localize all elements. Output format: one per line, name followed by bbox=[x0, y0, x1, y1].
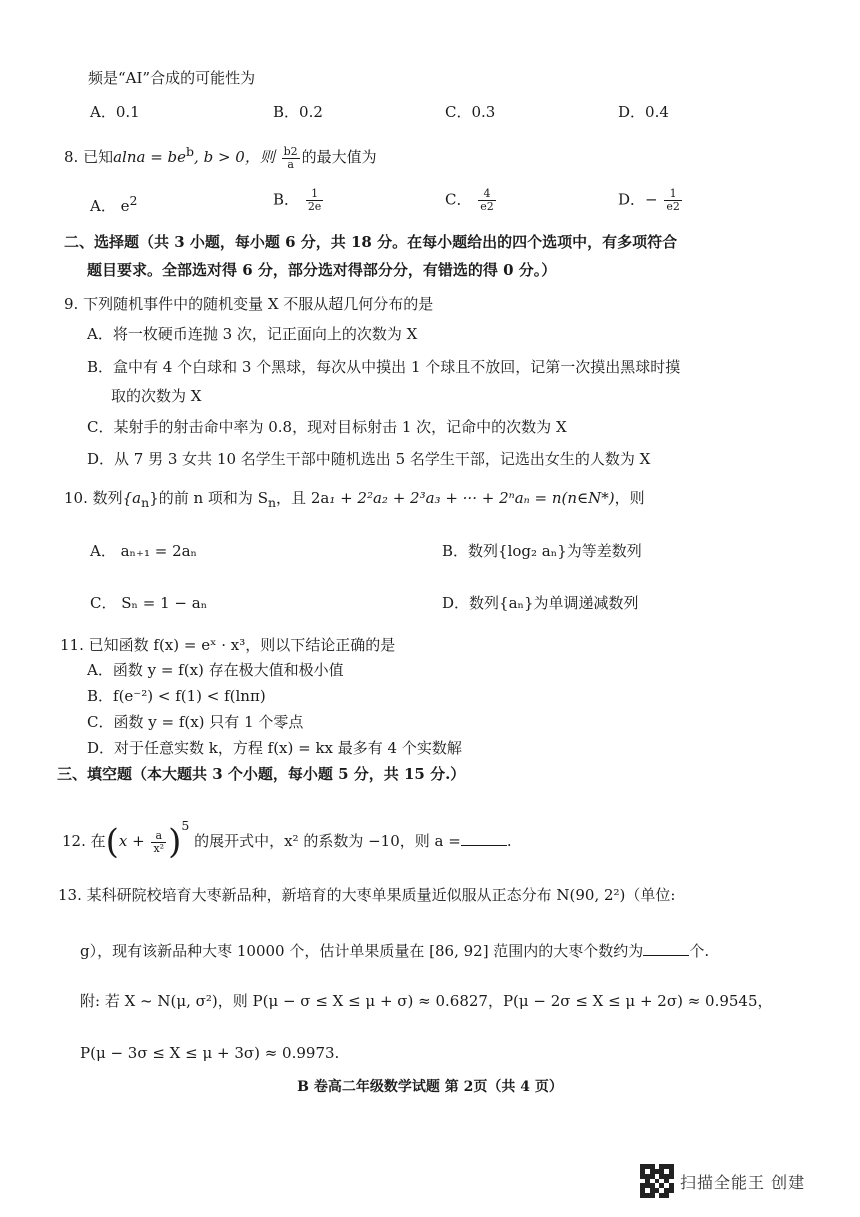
q8-option-a-value: e bbox=[120, 197, 130, 215]
q8-option-b bbox=[273, 188, 325, 213]
q8-option-d-label: D． bbox=[618, 190, 646, 209]
q8-option-b-fraction bbox=[306, 188, 324, 213]
q9-option-c: C．某射手的射击命中率为 0.8，现对目标射击 1 次，记命中的次数为 X bbox=[87, 418, 567, 436]
q10-stem bbox=[64, 487, 645, 514]
q12-mid: 的展开式中，x² 的系数为 −10，则 a = bbox=[194, 832, 461, 850]
q8-option-b-den: 2e bbox=[307, 200, 322, 213]
q9-option-a: A．将一枚硬币连抛 3 次，记正面向上的次数为 X bbox=[87, 325, 418, 343]
q12-exponent: 5 bbox=[181, 818, 190, 833]
q12-prefix: 12. 在 bbox=[62, 832, 106, 850]
q10-seq-close: } bbox=[149, 489, 159, 507]
q11-option-a: A．函数 y = f(x) 存在极大值和极小值 bbox=[87, 661, 344, 679]
q8-equation-exponent: b bbox=[186, 144, 195, 159]
q8-stem bbox=[64, 141, 377, 171]
page-footer: B 卷高二年级数学试题 第 2页（共 4 页） bbox=[297, 1079, 563, 1095]
q13-line2-unit: 个. bbox=[689, 942, 710, 960]
section-2-heading: 二、选择题（共 3 小题，每小题 6 分，共 18 分。在每小题给出的四个选项中，有多项符合 bbox=[64, 233, 678, 251]
q11-option-d: D．对于任意实数 k，方程 f(x) = kx 最多有 4 个实数解 bbox=[87, 739, 462, 757]
q8-option-c-num: 4 bbox=[478, 188, 496, 201]
q9-option-d: D．从 7 男 3 女共 10 名学生干部中随机选出 5 名学生干部，记选出女生的人数为 X bbox=[87, 450, 651, 468]
q8-stem-prefix: 8. 已知 bbox=[64, 148, 114, 166]
q8-equation: alna = be bbox=[113, 148, 187, 166]
q8-option-d-sign: − bbox=[645, 190, 658, 209]
q9-stem: 9. 下列随机事件中的随机变量 X 不服从超几何分布的是 bbox=[64, 295, 434, 313]
qr-code-icon bbox=[640, 1164, 674, 1198]
section-2-heading-line2: 题目要求。全部选对得 6 分，部分选对得部分分，有错选的得 0 分。） bbox=[87, 261, 557, 279]
q7-option-b: B．0.2 bbox=[273, 103, 323, 121]
q8-fraction-den: a bbox=[287, 157, 294, 171]
q11-option-b: B．f(e⁻²) < f(1) < f(lnπ) bbox=[87, 687, 266, 705]
q8-option-c-den: e2 bbox=[480, 200, 494, 213]
q12-answer-blank[interactable] bbox=[461, 831, 507, 846]
q10-seq-sub: n bbox=[141, 495, 150, 510]
q8-option-b-num: 1 bbox=[306, 188, 324, 201]
q7-option-c: C．0.3 bbox=[445, 103, 496, 121]
q8-stem-suffix: 的最大值为 bbox=[301, 148, 377, 166]
q9-option-b-line2: 取的次数为 X bbox=[111, 387, 202, 405]
q13-appendix: 附: 若 X ~ N(μ, σ²)，则 P(μ − σ ≤ X ≤ μ + σ) ≈ 0.6827，P(μ − 2σ ≤ X ≤ μ + 2σ) ≈ 0.9545， bbox=[80, 992, 773, 1010]
q12-stem bbox=[62, 816, 512, 861]
q12-left-paren: ( bbox=[105, 822, 119, 862]
q10-option-b: B．数列{log₂ aₙ}为等差数列 bbox=[442, 542, 642, 560]
watermark-text: 扫描全能王 创建 bbox=[680, 1172, 806, 1192]
q12-x-plus: x + bbox=[118, 832, 145, 850]
q12-fraction bbox=[151, 830, 166, 855]
q11-option-c: C．函数 y = f(x) 只有 1 个零点 bbox=[87, 713, 304, 731]
q7-stem-tail: 频是“AI”合成的可能性为 bbox=[88, 69, 256, 87]
q13-line1: 13. 某科研院校培育大枣新品种，新培育的大枣单果质量近似服从正态分布 N(90, 2²)（单位: bbox=[58, 886, 676, 904]
q7-option-d: D．0.4 bbox=[618, 103, 669, 121]
q10-seq: {a bbox=[122, 489, 142, 507]
q10-sum-text: 的前 n 项和为 S bbox=[158, 489, 268, 507]
q8-option-d bbox=[618, 188, 684, 213]
q8-option-c-label: C． bbox=[445, 190, 472, 209]
q10-stem-prefix: 10. 数列 bbox=[64, 489, 123, 507]
q9-option-b: B．盒中有 4 个白球和 3 个黑球，每次从中摸出 1 个球且不放回，记第一次摸出黑球时摸 bbox=[87, 358, 681, 376]
scanner-watermark bbox=[640, 1163, 845, 1199]
q8-fraction bbox=[282, 146, 300, 171]
q12-fraction-den: x² bbox=[153, 841, 165, 855]
q8-option-d-den: e2 bbox=[666, 200, 680, 213]
q8-option-a-label: A． bbox=[90, 197, 116, 215]
q8-option-b-label: B． bbox=[273, 190, 300, 209]
q7-option-a: A．0.1 bbox=[90, 103, 140, 121]
q10-equation: ₁ + 2²a₂ + 2³a₃ + ··· + 2ⁿaₙ = n(n∈N*) bbox=[329, 489, 615, 507]
q10-stem-suffix: ，则 bbox=[614, 489, 645, 507]
q12-end: . bbox=[506, 832, 512, 850]
q8-option-a bbox=[90, 190, 137, 217]
q8-option-c-fraction bbox=[478, 188, 496, 213]
q8-condition: , b > 0，则 bbox=[194, 148, 275, 166]
q8-option-c bbox=[445, 188, 498, 213]
q8-option-d-num: 1 bbox=[664, 188, 682, 201]
q12-right-paren: ) bbox=[168, 822, 182, 862]
q10-option-d: D．数列{aₙ}为单调递减数列 bbox=[442, 594, 639, 612]
q8-option-a-exp: 2 bbox=[129, 193, 138, 208]
q10-cond-text: ，且 2a bbox=[276, 489, 330, 507]
q11-stem: 11. 已知函数 f(x) = eˣ · x³，则以下结论正确的是 bbox=[60, 636, 396, 654]
q13-line2-text: g），现有该新品种大枣 10000 个，估计单果质量在 [86, 92] 范围内的大枣个数约为 bbox=[80, 942, 644, 960]
q13-answer-blank[interactable] bbox=[643, 941, 689, 956]
q10-option-c: C． Sₙ = 1 − aₙ bbox=[90, 594, 208, 612]
q8-fraction-num: b2 bbox=[283, 144, 298, 158]
q10-option-a: A． aₙ₊₁ = 2aₙ bbox=[90, 542, 198, 560]
q10-sum-sub: n bbox=[267, 495, 277, 510]
q8-option-d-fraction bbox=[664, 188, 682, 213]
q12-fraction-num: a bbox=[151, 830, 166, 843]
q13-appendix-line2: P(μ − 3σ ≤ X ≤ μ + 3σ) ≈ 0.9973. bbox=[80, 1044, 340, 1062]
q13-line2 bbox=[80, 940, 709, 962]
section-3-heading: 三、填空题（本大题共 3 个小题，每小题 5 分，共 15 分.） bbox=[57, 765, 466, 783]
